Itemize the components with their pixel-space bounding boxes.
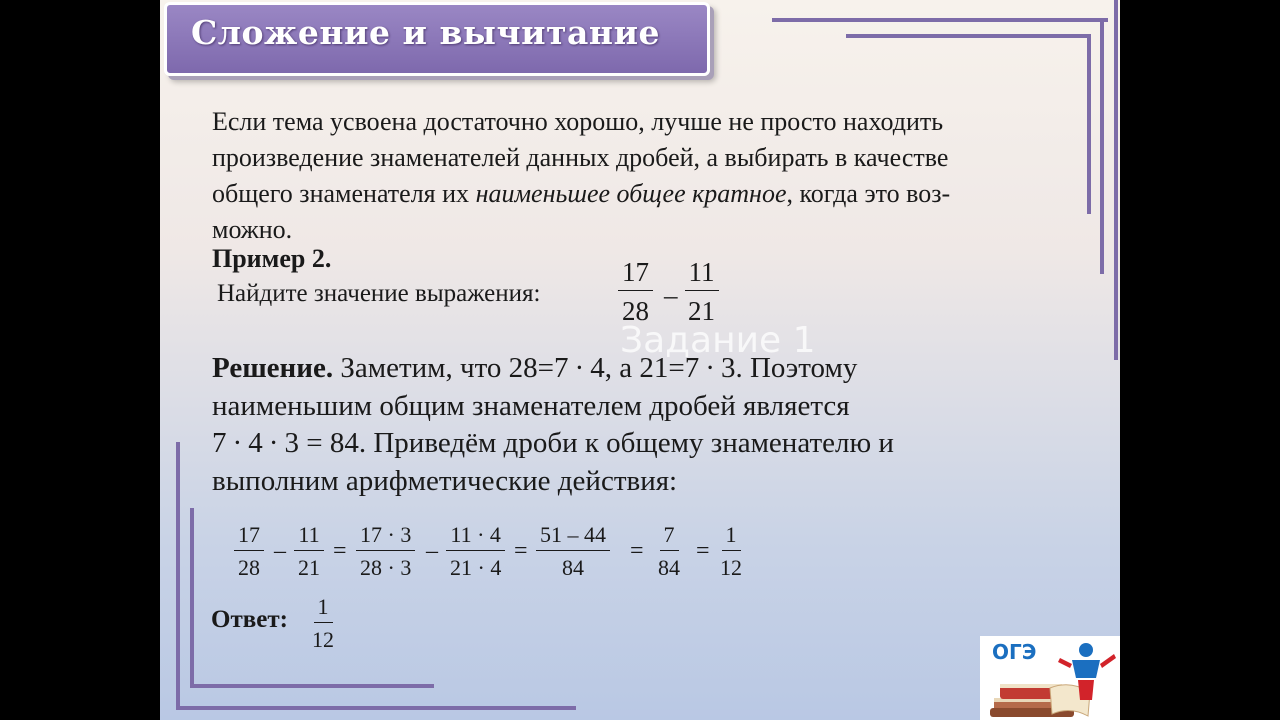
calc-fraction — [234, 522, 264, 581]
frame-line-bottom-2 — [190, 684, 434, 688]
intro-italic-term: наименьшее общее кратное — [475, 179, 787, 208]
frame-line-top-2 — [846, 34, 1090, 38]
solution-label: Решение. — [212, 352, 334, 384]
frame-line-left-2 — [190, 508, 194, 688]
solution-line-4: выполним арифметические действия: — [212, 464, 678, 497]
task-fraction-b — [684, 256, 719, 327]
answer-denominator: 12 — [312, 627, 334, 652]
intro-paragraph — [212, 104, 950, 248]
calc-operator: – — [426, 538, 438, 564]
calc-denominator: 28 · 3 — [360, 555, 412, 580]
calc-operator: = — [333, 538, 347, 564]
calc-operator: – — [274, 538, 286, 564]
task-operator: – — [664, 280, 678, 310]
calc-denominator: 21 · 4 — [450, 555, 502, 580]
task-b-denominator: 21 — [688, 296, 715, 326]
calc-fraction — [294, 522, 324, 581]
frame-line-top-1 — [772, 18, 1108, 22]
task-a-denominator: 28 — [622, 296, 649, 326]
solution-line-3: 7 ∙ 4 ∙ 3 = 84. Приведём дроби к общему знаменателю и — [212, 427, 894, 459]
calc-numerator: 51 – 44 — [536, 522, 610, 551]
intro-line-4: можно. — [212, 215, 293, 244]
calc-numerator: 1 — [722, 522, 741, 551]
calc-fraction — [716, 522, 746, 581]
calc-denominator: 84 — [562, 555, 584, 580]
calc-operator: = — [696, 538, 710, 564]
task-a-numerator: 17 — [618, 256, 653, 291]
intro-line-1: Если тема усвоена достаточно хорошо, лучше не просто находить — [212, 107, 944, 136]
task-fraction-a — [618, 256, 653, 327]
calc-denominator: 21 — [298, 555, 320, 580]
watermark-text: Задание 1 — [620, 320, 816, 361]
solution-line-1-text: Заметим, что 28=7 ∙ 4, а 21=7 ∙ 3. Поэтому — [333, 352, 858, 384]
oge-logo-text: ОГЭ — [992, 640, 1037, 664]
calc-numerator: 17 — [234, 522, 264, 551]
frame-line-bottom-1 — [176, 706, 576, 710]
calc-fraction — [536, 522, 610, 581]
solution-line-1 — [212, 350, 894, 388]
calc-numerator: 17 · 3 — [356, 522, 415, 551]
calc-operator: = — [514, 538, 528, 564]
intro-line-3-start: общего знаменателя их — [212, 179, 476, 208]
answer-numerator: 1 — [314, 594, 333, 623]
title-banner — [164, 2, 710, 76]
calc-denominator: 12 — [720, 555, 742, 580]
solution-block — [212, 350, 894, 500]
task-text: Найдите значение выражения: — [217, 280, 541, 307]
intro-line-3 — [212, 176, 950, 212]
calc-numerator: 11 · 4 — [446, 522, 505, 551]
example-label: Пример 2. — [212, 244, 332, 273]
task-b-numerator: 11 — [685, 256, 719, 291]
page-title: Сложение и вычитание — [191, 13, 661, 52]
calc-fraction — [446, 522, 505, 581]
oge-logo — [980, 636, 1120, 720]
frame-line-left-1 — [176, 442, 180, 710]
calc-fraction — [356, 522, 415, 581]
frame-line-right-3 — [1114, 0, 1118, 360]
calc-denominator: 84 — [658, 555, 680, 580]
calc-denominator: 28 — [238, 555, 260, 580]
answer-label: Ответ: — [211, 606, 288, 633]
calc-numerator: 7 — [660, 522, 679, 551]
frame-line-right-2 — [1087, 34, 1091, 214]
frame-line-right-1 — [1100, 18, 1104, 274]
slide — [160, 0, 1120, 720]
intro-line-3-end: , когда это воз- — [786, 179, 951, 208]
solution-line-2: наименьшим общим знаменателем дробей является — [212, 389, 850, 422]
intro-line-2: произведение знаменателей данных дробей, а выбирать в качестве — [212, 143, 949, 172]
calc-fraction — [654, 522, 684, 581]
calc-operator: = — [630, 538, 644, 564]
calc-numerator: 11 — [294, 522, 323, 551]
answer-fraction — [308, 594, 338, 653]
